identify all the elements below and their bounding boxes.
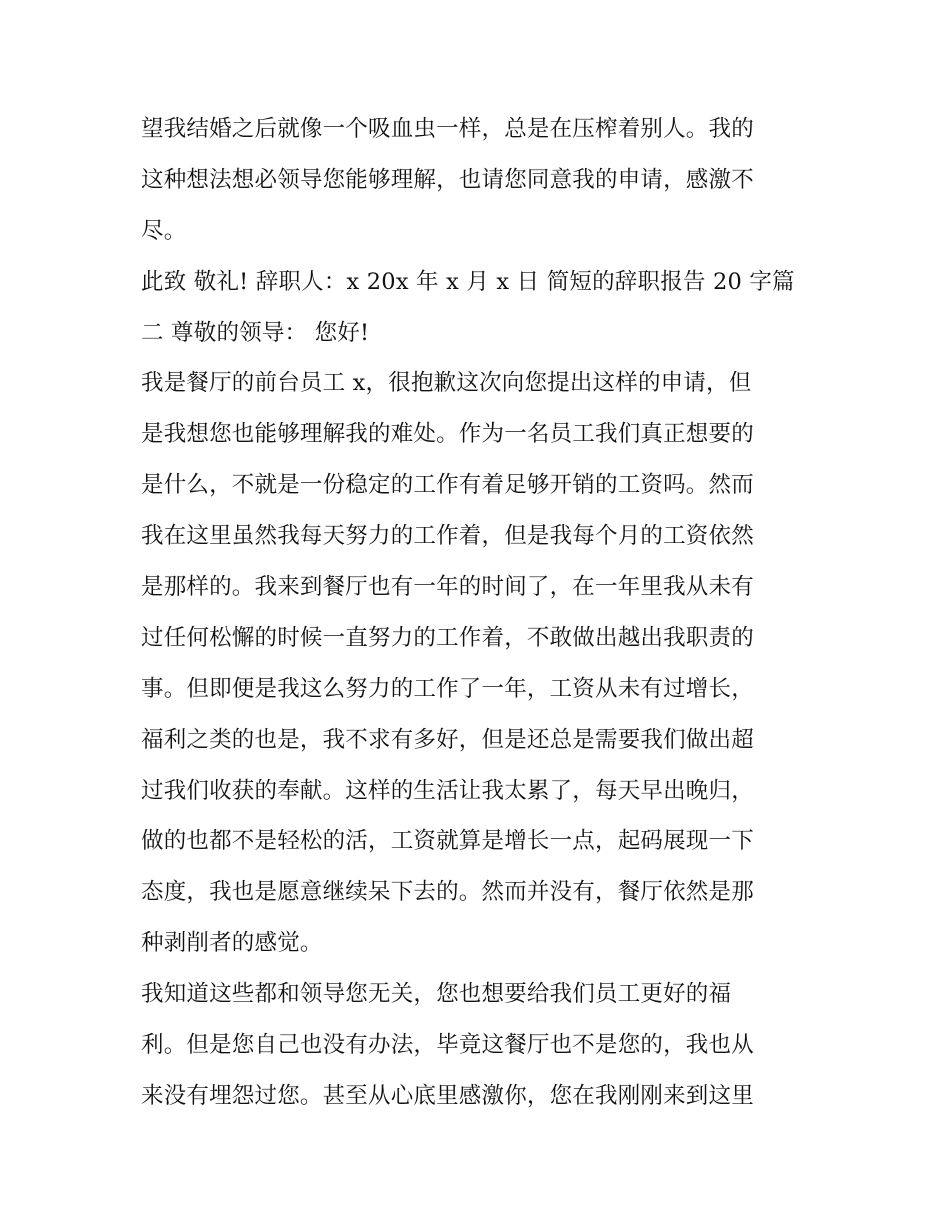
text-line: 态度，我也是愿意继续呆下去的。然而并没有，餐厅依然是那 — [141, 879, 754, 906]
text-line: 是那样的。我来到餐厅也有一年的时间了，在一年里我从未有 — [141, 574, 754, 601]
text-line: 望我结婚之后就像一个吸血虫一样，总是在压榨着别人。我的 — [141, 116, 754, 142]
text-line: 是什么，不就是一份稳定的工作有着足够开销的工资吗。然而 — [141, 472, 754, 499]
text-line: 福利之类的也是，我不求有多好，但是还总是需要我们做出超 — [141, 726, 754, 753]
text-line: 来没有埋怨过您。甚至从心底里感激你，您在我刚刚来到这里 — [141, 1082, 754, 1109]
text-line: 这种想法想必领导您能够理解，也请您同意我的申请，感激不 — [141, 166, 754, 193]
text-line: 我在这里虽然我每天努力的工作着，但是我每个月的工资依然 — [141, 523, 754, 550]
text-line: 是我想您也能够理解我的难处。作为一名员工我们真正想要的 — [141, 421, 754, 448]
text-line: 过我们收获的奉献。这样的生活让我太累了，每天早出晚归， — [141, 777, 754, 804]
text-line: 我是餐厅的前台员工 x，很抱歉这次向您提出这样的申请，但 — [141, 370, 752, 397]
letter-body — [141, 104, 821, 1122]
text-line: 做的也都不是轻松的活，工资就算是增长一点，起码展现一下 — [141, 828, 754, 855]
text-line: 事。但即便是我这么努力的工作了一年，工资从未有过增长， — [141, 675, 754, 702]
text-line: 我知道这些都和领导您无关，您也想要给我们员工更好的福 — [141, 981, 732, 1008]
text-line: 利。但是您自己也没有办法，毕竟这餐厅也不是您的，我也从 — [141, 1032, 754, 1059]
text-line: 尽。 — [141, 217, 187, 244]
text-line: 过任何松懈的时候一直努力的工作着，不敢做出越出我职责的 — [141, 624, 754, 651]
text-line: 二 尊敬的领导： 您好! — [141, 319, 370, 346]
text-line: 种剥削者的感觉。 — [141, 930, 323, 957]
text-line: 此致 敬礼! 辞职人：x 20x 年 x 月 x 日 简短的辞职报告 20 字篇 — [141, 268, 795, 295]
